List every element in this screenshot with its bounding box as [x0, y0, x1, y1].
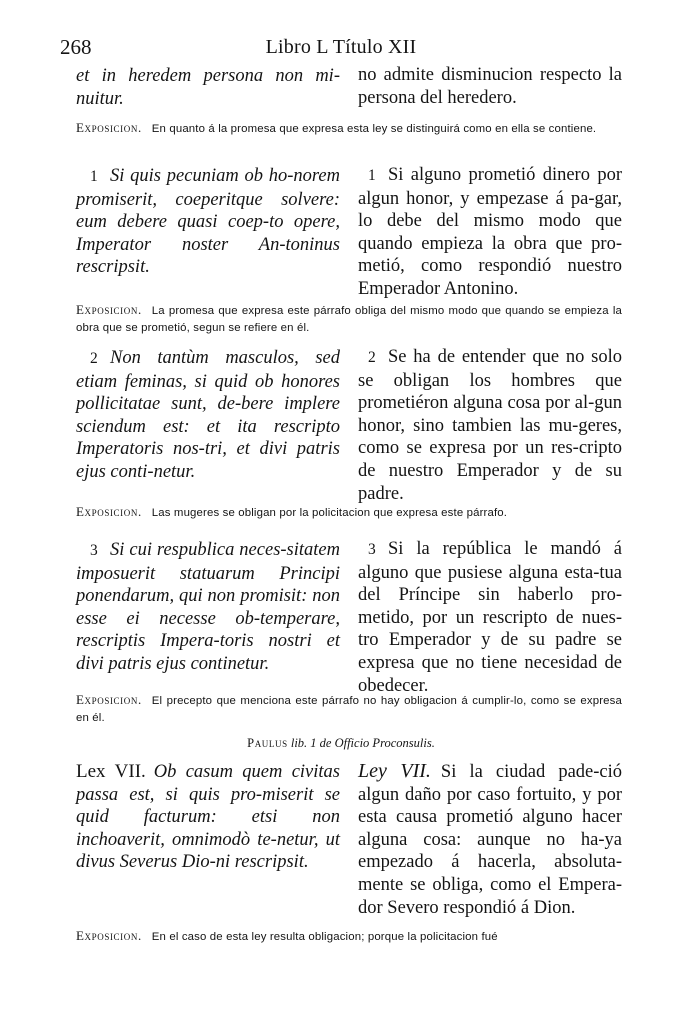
page-header [0, 34, 682, 60]
latin-column [76, 346, 340, 505]
exposition-text: Las mugeres se obligan por la policitacion que expresa este párrafo. [151, 507, 508, 519]
latin-text: Si cui respublica neces-sitatem imposuerit statuarum Principi ponendarum, qui non promisit: non esse ei necesse ob-temperare, rescriptis Impera-toris nostri et divi patris ejus continetur. [76, 540, 340, 674]
running-title: Libro L Título XII [265, 36, 417, 58]
paragraph-number: 3 [90, 542, 98, 559]
text-block-paragraph-3 [76, 538, 622, 697]
paragraph-number: 3 [368, 541, 376, 558]
exposition-intro [76, 120, 622, 138]
latin-text: Si quis pecuniam ob ho-norem promiserit, coeperitque solvere: eum debere quasi coep-to opere, Imperator noster An-toninus rescripsit. [76, 166, 340, 278]
spanish-column [358, 760, 622, 919]
ley-label: Ley VII. [358, 760, 431, 782]
exposition-label: Exposicion. [76, 692, 142, 707]
lex-label: Lex VII. [76, 761, 146, 782]
spanish-column [358, 164, 622, 301]
latin-text: Non tantùm masculos, sed etiam feminas, si quid ob honores pollicitatae sunt, de-bere implere sciendum est: et ita rescripto Imperatoris nos-tri, et divi patris ejus conti-netur. [76, 348, 340, 482]
text-block-lex-vii [76, 760, 622, 919]
text-block-intro [76, 64, 622, 110]
text-block-paragraph-2 [76, 346, 622, 505]
spanish-column: no admite disminucion respecto la persona del heredero. [358, 65, 622, 108]
exposition-text: En quanto á la promesa que expresa esta ley se distinguirá como en ella se contiene. [151, 123, 597, 135]
source-citation [0, 736, 682, 751]
exposition-paragraph-2 [76, 504, 622, 522]
exposition-paragraph-3 [76, 692, 622, 726]
exposition-lex-vii [76, 928, 622, 946]
exposition-text: El precepto que menciona este párrafo no hay obligacion á cumplir-lo, como se expresa en él. [76, 695, 622, 724]
spanish-text: Si la república le mandó á alguno que pusiese alguna esta-tua del Príncipe sin haberlo pro-metido, por un rescripto de nues-tro Emperador y de su padre se expresa que no tiene necesidad de obedecer. [358, 539, 622, 696]
exposition-label: Exposicion. [76, 120, 142, 135]
exposition-text: En el caso de esta ley resulta obligacion; porque la policitacion fué [151, 931, 498, 943]
exposition-text: La promesa que expresa este párrafo obliga del mismo modo que quando se empieza la obra que se prometió, segun se refiere en él. [76, 305, 622, 334]
latin-column [76, 164, 340, 301]
latin-text: Ob casum quem civitas passa est, si quis pro-miserit se quid facturum: etsi non inchoaverit, omnimodò te-netur, ut divus Severus Dio-ni rescripsit. [76, 762, 340, 873]
spanish-text: Se ha de entender que no solo se obligan los hombres que prometiéron alguna cosa por al-gun honor, sino tambien las mu-geres, como se expresa por un res-cripto de nuestro Emperador y de su padre. [358, 347, 622, 504]
spanish-text: Si la ciudad pade-ció algun daño por caso fortuito, y por esta causa prometió alguno hacer alguna cosa: aunque no ha-ya empezado á hacerla, absoluta-mente se obliga, como el Empera-dor Severo respondió á Dion. [358, 762, 622, 918]
exposition-label: Exposicion. [76, 504, 142, 519]
exposition-label: Exposicion. [76, 928, 142, 943]
exposition-label: Exposicion. [76, 302, 142, 317]
latin-column [76, 538, 340, 697]
source-author: Paulus [247, 736, 288, 750]
source-work: lib. 1 de Officio Proconsulis. [290, 736, 435, 750]
page-number: 268 [60, 35, 92, 59]
spanish-text: Si alguno prometió dinero por algun honor, y empezase á pa-gar, lo debe del mismo modo que quando empieza la obra que pro-metió, como respondió nuestro Emperador Antonino. [358, 165, 622, 299]
spanish-column [358, 538, 622, 697]
paragraph-number: 1 [368, 167, 376, 184]
latin-column: et in heredem persona non mi-nuitur. [76, 66, 340, 109]
paragraph-number: 2 [90, 350, 98, 367]
text-block-paragraph-1 [76, 164, 622, 301]
paragraph-number: 2 [368, 349, 376, 366]
latin-column [76, 760, 340, 919]
exposition-paragraph-1 [76, 302, 622, 336]
spanish-column [358, 346, 622, 505]
paragraph-number: 1 [90, 168, 98, 185]
